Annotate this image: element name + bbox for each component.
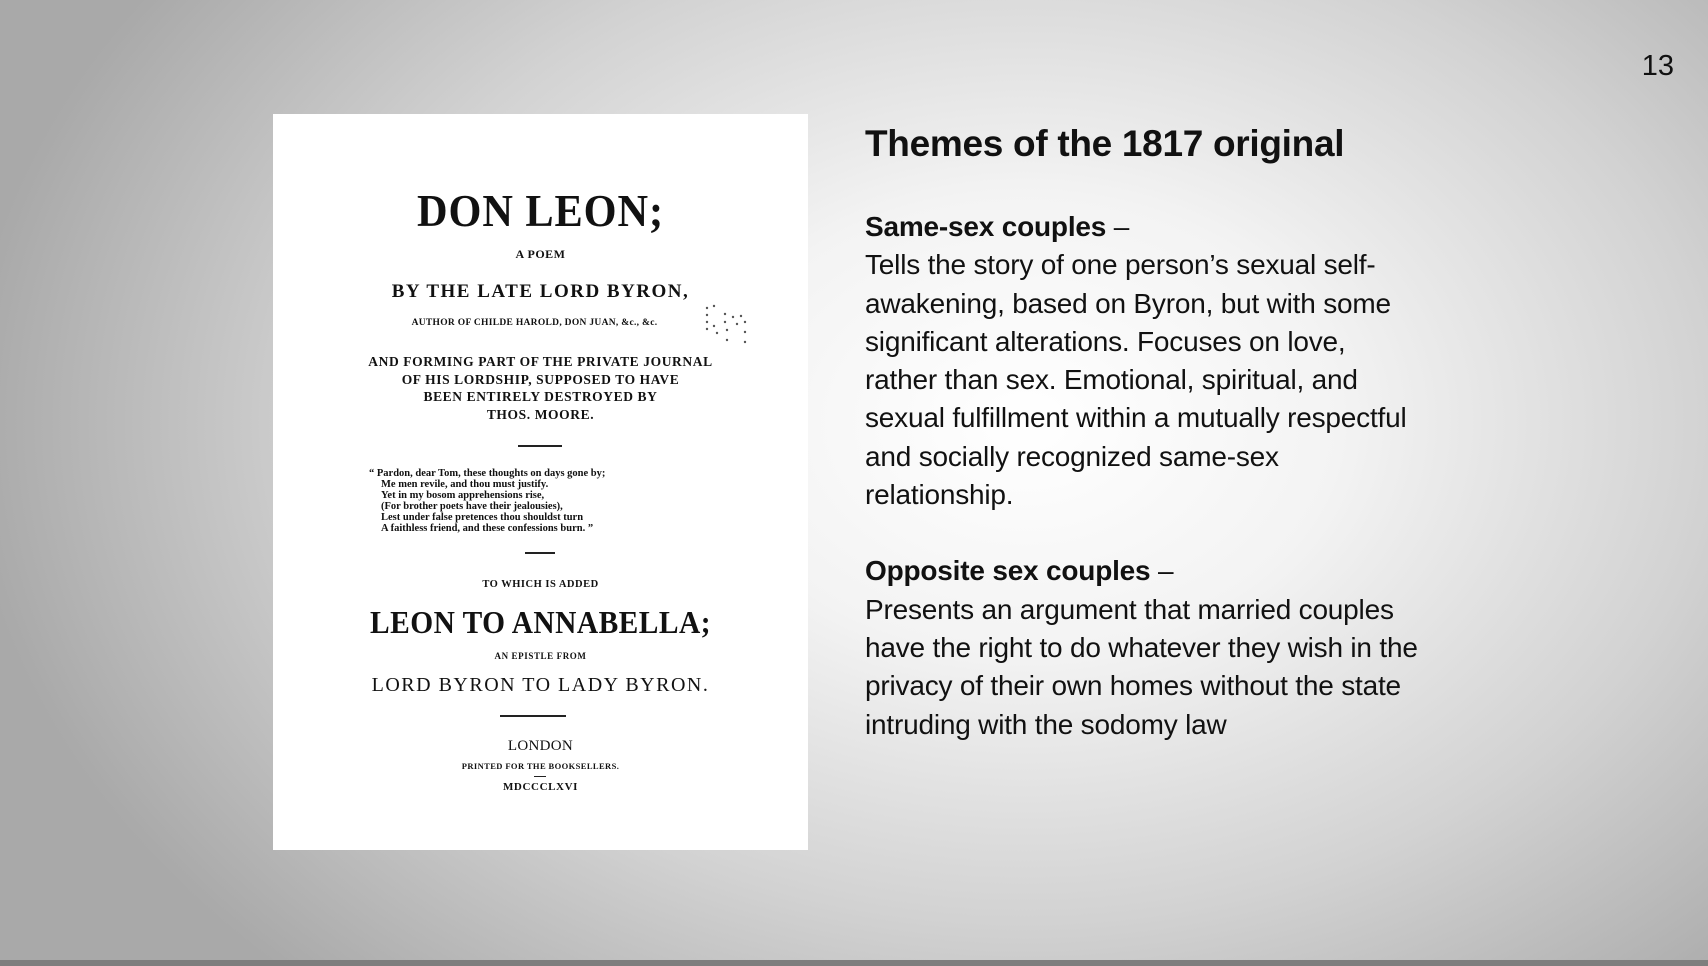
heading-dash: –	[1106, 211, 1130, 242]
opposite-sex-heading-line	[865, 552, 1425, 590]
divider-rule	[525, 552, 555, 554]
same-sex-heading-line	[865, 208, 1425, 246]
book-title: DON LEON;	[417, 185, 664, 236]
same-sex-body: Tells the story of one person’s sexual self-awakening, based on Byron, but with some significant alterations. Focuses on love, rather than sex. Emotional, spiritual, and sexual fulfillment within a mutually respectful and socially recognized same-sex relationship.	[865, 249, 1407, 511]
journal-line-2: OF HIS LORDSHIP, SUPPOSED TO HAVE	[401, 371, 680, 387]
book-year: MDCCCLXVI	[502, 781, 579, 793]
opposite-sex-section	[865, 552, 1425, 743]
divider-rule	[500, 715, 566, 717]
book-author: BY THE LATE LORD BYRON,	[391, 281, 690, 302]
epigraph-line-1: “ Pardon, dear Tom, these thoughts on days gone by;	[369, 468, 606, 479]
opposite-sex-body: Presents an argument that married couples have the right to do whatever they wish in the privacy of their own homes without the state intruding with the sodomy law	[865, 593, 1418, 740]
slide-number: 13	[1641, 50, 1674, 82]
slide-title: Themes of the 1817 original	[865, 123, 1345, 164]
epigraph-line-6: A faithless friend, and these confessions burn. ”	[381, 523, 594, 534]
book-epistle-label: AN EPISTLE FROM	[494, 651, 587, 661]
book-printer: PRINTED FOR THE BOOKSELLERS.	[461, 761, 620, 771]
same-sex-heading: Same-sex couples	[865, 211, 1107, 242]
journal-line-3: BEEN ENTIRELY DESTROYED BY	[423, 389, 658, 404]
divider-rule	[534, 776, 546, 777]
bottom-band	[0, 960, 1708, 966]
book-added-note: TO WHICH IS ADDED	[482, 579, 599, 590]
book-second-title: LEON TO ANNABELLA;	[370, 604, 711, 640]
book-epistle-from: LORD BYRON TO LADY BYRON.	[371, 674, 710, 696]
epigraph-line-2: Me men revile, and thou must justify.	[381, 479, 549, 490]
divider-rule	[518, 445, 562, 447]
journal-line-1: AND FORMING PART OF THE PRIVATE JOURNAL	[368, 354, 713, 369]
themes-text-column	[865, 118, 1425, 744]
library-stamp-mark	[703, 302, 751, 348]
book-epigraph	[369, 468, 605, 534]
epigraph-line-5: Lest under false pretences thou shouldst turn	[381, 512, 584, 523]
book-title-page-image	[273, 114, 808, 850]
same-sex-section	[865, 208, 1425, 514]
book-author-note: AUTHOR OF CHILDE HAROLD, DON JUAN, &c., &c.	[411, 318, 658, 328]
book-journal-note	[273, 353, 808, 423]
opposite-sex-heading: Opposite sex couples	[865, 555, 1151, 587]
heading-dash: –	[1150, 555, 1174, 587]
book-subtitle: A POEM	[515, 247, 566, 261]
book-place: LONDON	[507, 738, 574, 754]
epigraph-line-3: Yet in my bosom apprehensions rise,	[381, 490, 545, 501]
journal-line-4: THOS. MOORE.	[486, 406, 595, 422]
epigraph-line-4: (For brother poets have their jealousies),	[381, 501, 563, 512]
